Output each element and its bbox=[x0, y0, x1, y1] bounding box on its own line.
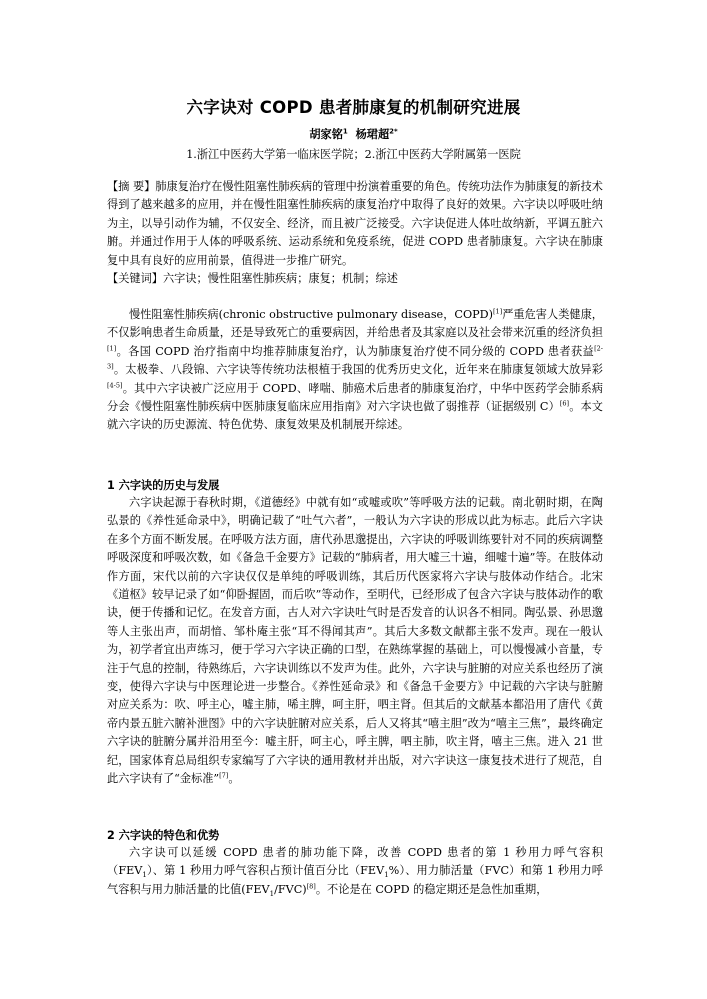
intro-text: 。本文就六字诀的历史源流、特色优势、康复效果及机制展开综述。 bbox=[107, 400, 603, 432]
paper-title: 六字诀对 COPD 患者肺康复的机制研究进展 bbox=[186, 98, 521, 117]
subscript: 1 bbox=[384, 871, 389, 880]
section-text: 六字诀起源于春秋时期，《道德经》中就有如“或嘘或吹”等呼吸方法的记载。南北朝时期，在陶弘景的《养性延命录中》，明确记载了“吐气六者”，一般认为六字诀的形成以此为标志。此后六字诀在多个方面不断发展。在呼吸方法方面，唐代孙思邈提出，六字诀的呼吸训练要针对不同的疾病调整呼吸深度和呼吸次数，如《备急千金要方》记载的“肺病者，用大嘘三十遍，细嘘十遍”等。在肢体动作方面，宋代以前的六字诀仅仅是单纯的呼吸训练，其后历代医家将六字诀与肢体动作结合。北宋《道枢》较早记录了如“仰卧握固，而后吹”等动作，至明代，已经形成了包含六字诀与肢体动作的歌诀，便于传播和记忆。在发音方面，古人对六字诀吐气时是否发音的认识各不相同。陶弘景、孙思邈等人主张出声，而胡愔、邹朴庵主张“耳不得闻其声”。其后大多数文献都主张不发声。现在一般认为，初学者宜出声练习，便于学习六字诀正确的口型，在熟练掌握的基础上，可以慢慢减小音量，专注于气息的控制，待熟练后，六字诀训练以不发声为佳。此外，六字诀与脏腑的对应关系也经历了演变，使得六字诀与中医理论进一步整合。《养性延命录》和《备急千金要方》中记载的六字诀与脏腑对应关系为：吹、呼主心，嘘主肺，唏主脾，呵主肝，呬主肾。但其后的文献基本都沿用了唐代《黄帝内景五脏六腑补泄图》中的六字诀脏腑对应关系，后人又将其“嘻主胆”改为“嘻主三焦”，最终确定六字诀的脏腑分属并沿用至今：嘘主肝，呵主心，呼主脾，呬主肺，吹主肾，嘻主三焦。进入 21 世纪，国家体育总局组织专家编写了六字诀的通用教材并出版，对六字诀这一康复技术进行了规范，自此六字诀有了“金标准” bbox=[107, 496, 603, 786]
author-affiliation-mark: 1 bbox=[342, 127, 348, 136]
author-line bbox=[0, 126, 707, 142]
abstract bbox=[107, 178, 603, 270]
citation: [6] bbox=[559, 399, 570, 408]
section-2-paragraph bbox=[107, 844, 603, 899]
section-text: 。不论是在 COPD 的稳定期还是急性加重期， bbox=[315, 882, 548, 896]
affiliations: 1.浙江中医药大学第一临床医学院；2.浙江中医药大学附属第一医院 bbox=[186, 148, 521, 161]
section-heading: 1 六字诀的历史与发展 bbox=[107, 479, 220, 492]
author-name: 胡家铭 bbox=[309, 128, 343, 141]
section-1-paragraph bbox=[107, 494, 603, 789]
intro-text: 。太极拳、八段锦、六字诀等传统功法根植于我国的优秀历史文化，近年来在肺康复领域大放异彩 bbox=[113, 363, 603, 377]
subscript: 1 bbox=[142, 871, 147, 880]
section-text: /FVC) bbox=[274, 882, 307, 896]
keywords-text: 六字诀；慢性阻塞性肺疾病；康复；机制；综述 bbox=[162, 272, 398, 285]
intro-text: 严重危害人类健康，不仅影响患者生命质量，还是导致死亡的重要病因，并给患者及其家庭以及社会带来沉重的经济负担 bbox=[107, 308, 603, 340]
citation: [4-5] bbox=[107, 380, 123, 389]
intro-text: 。各国 COPD 治疗指南中均推荐肺康复治疗，认为肺康复治疗使不同分级的 COPD 患者获益 bbox=[116, 344, 595, 358]
keywords bbox=[107, 270, 603, 288]
abstract-text: 肺康复治疗在慢性阻塞性肺疾病的管理中扮演着重要的角色。传统功法作为肺康复的新技术得到了越来越多的应用，并在慢性阻塞性肺疾病的康复治疗中取得了良好的效果。六字诀以呼吸吐纳为主，以导引动作为辅，不仅安全、经济，而且被广泛接受。六字诀促进人体吐故纳新，平调五脏六腑。并通过作用于人体的呼吸系统、运动系统和免疫系统，促进 COPD 患者肺康复。六字诀在肺康复中具有良好的应用前景，值得进一步推广研究。 bbox=[107, 180, 603, 267]
section-text: %）、用力肺活量（FVC）和第 1 秒用力呼气容积与用力肺活量的比值(FEV bbox=[107, 864, 603, 896]
intro-text: 。其中六字诀被广泛应用于 COPD、哮喘、肺癌术后患者的肺康复治疗，中华中医药学会肺系病分会《慢性阻塞性肺疾病中医肺康复临床应用指南》对六字诀也做了弱推荐（证据级别 C） bbox=[107, 381, 603, 414]
section-text: 六字诀可以延缓 COPD 患者的肺功能下降，改善 COPD 患者的第 1 秒用力呼气容积（FEV bbox=[107, 846, 603, 878]
citation: [2-3] bbox=[107, 344, 603, 371]
intro-text: 慢性阻塞性肺疾病(chronic obstructive pulmonary disease，COPD) bbox=[129, 308, 493, 321]
citation: [8] bbox=[306, 882, 316, 891]
abstract-label: 【摘 要】 bbox=[107, 180, 156, 193]
subscript: 1 bbox=[269, 890, 275, 899]
section-text: ）、第 1 秒用力呼气容积占预计值百分比（FEV bbox=[146, 864, 385, 878]
section-heading: 2 六字诀的特色和优势 bbox=[107, 829, 220, 842]
citation: [1] bbox=[492, 307, 503, 316]
keywords-label: 【关键词】 bbox=[107, 272, 163, 285]
intro-paragraph bbox=[107, 306, 603, 435]
citation: [7] bbox=[219, 771, 229, 780]
author-affiliation-mark: 2* bbox=[389, 127, 398, 136]
author-name: 杨珺超 bbox=[355, 128, 390, 141]
section-text: 。 bbox=[228, 772, 240, 786]
citation: [1] bbox=[107, 344, 117, 353]
